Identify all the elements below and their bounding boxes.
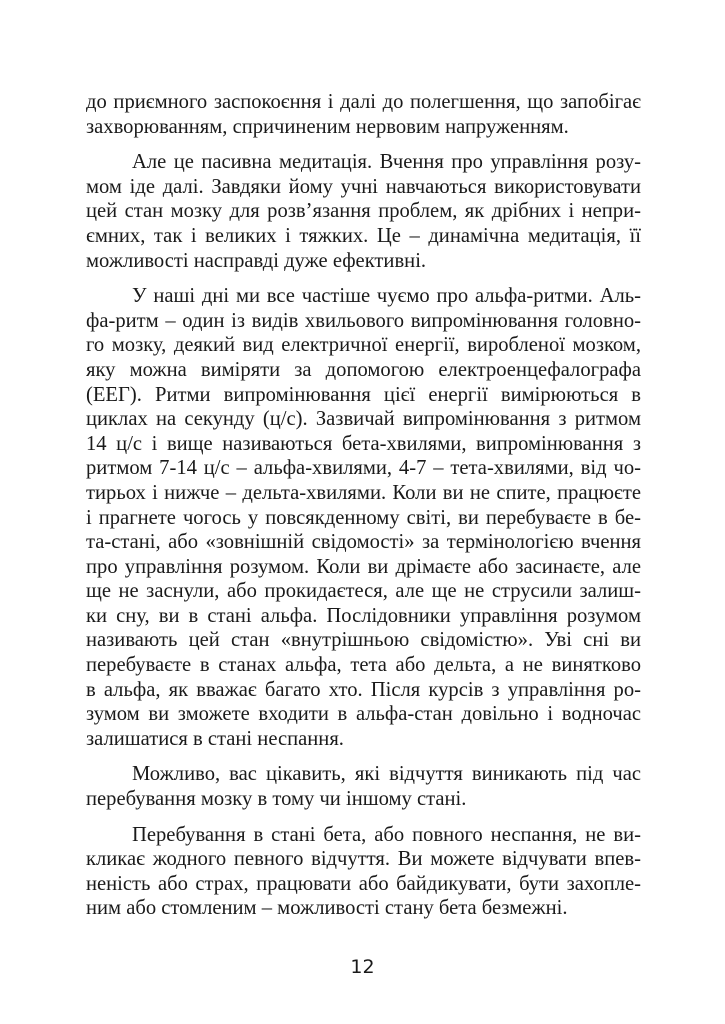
text-line: ще не заснули, або прокидаєтеся, але ще не струсили залиш- bbox=[86, 580, 641, 603]
text-line: фа-ритм – один із видів хвильового випромінювання головно- bbox=[86, 309, 641, 332]
text-line: та-стані, або «зовнішній свідомості» за термінологією вчення bbox=[86, 531, 641, 554]
text-line: зумом ви зможете входити в альфа-стан довільно і водночас bbox=[86, 703, 641, 726]
text-line: про управління розумом. Коли ви дрімаєте або засинаєте, але bbox=[86, 555, 641, 578]
text-line: ємних, так і великих і тяжких. Це – динамічна медитація, її bbox=[86, 224, 641, 247]
text-line: неність або страх, працювати або байдикувати, бути захопле- bbox=[86, 872, 641, 895]
text-line: Але це пасивна медитація. Вчення про управління розу- bbox=[132, 151, 641, 174]
text-line: цей стан мозку для розв’язання проблем, як дрібних і непри- bbox=[86, 200, 641, 223]
text-line: яку можна виміряти за допомогою електроенцефалографа bbox=[86, 358, 641, 381]
text-line: і прагнете чогось у повсякденному світі, ви перебуваєте в бе- bbox=[86, 506, 641, 529]
paragraph-4 bbox=[86, 762, 641, 811]
paragraph-3 bbox=[86, 284, 641, 751]
text-line: го мозку, деякий вид електричної енергії, виробленої мозком, bbox=[86, 334, 641, 357]
text-line: перебування мозку в тому чи іншому стані. bbox=[86, 788, 467, 811]
text-line: циклах на секунду (ц/с). Зазвичай випромінювання з ритмом bbox=[86, 408, 641, 431]
text-line: Можливо, вас цікавить, які відчуття виникають під час bbox=[132, 763, 641, 786]
text-line: залишатися в стані неспання. bbox=[86, 727, 344, 750]
paragraph-5 bbox=[86, 823, 641, 921]
text-line: Перебування в стані бета, або повного неспання, не ви- bbox=[132, 823, 641, 846]
text-line: в альфа, як вважає багато хто. Після курсів з управління ро- bbox=[86, 678, 641, 701]
text-line: перебуваєте в станах альфа, тета або дельта, а не винятково bbox=[86, 654, 641, 677]
text-line: кликає жодного певного відчуття. Ви можете відчувати впев- bbox=[86, 848, 641, 871]
text-line: (ЕЕГ). Ритми випромінювання цієї енергії вимірюються в bbox=[86, 383, 641, 406]
text-line: У наші дні ми все частіше чуємо про альфа-ритми. Аль- bbox=[132, 285, 641, 308]
text-line: називають цей стан «внутрішньою свідомістю». Уві сні ви bbox=[86, 629, 641, 652]
text-line: ки сну, ви в стані альфа. Послідовники управління розумом bbox=[86, 604, 641, 627]
paragraph-2 bbox=[86, 150, 641, 273]
text-line: мом іде далі. Завдяки йому учні навчаються використовувати bbox=[86, 175, 641, 198]
paragraph-1 bbox=[86, 90, 641, 139]
page-number: 12 bbox=[350, 956, 375, 978]
text-line: ним або стомленим – можливості стану бета безмежні. bbox=[86, 897, 568, 920]
text-line: до приємного заспокоєння і далі до полегшення, що запобігає bbox=[86, 91, 641, 113]
text-line: можливості насправді дуже ефективні. bbox=[86, 249, 427, 272]
text-line: захворюванням, спричиненим нервовим напруженням. bbox=[86, 115, 569, 138]
text-line: ритмом 7-14 ц/с – альфа-хвилями, 4-7 – тета-хвилями, від чо- bbox=[86, 457, 641, 480]
body-text bbox=[86, 90, 641, 932]
text-line: тирьох і нижче – дельта-хвилями. Коли ви не спите, працюєте bbox=[86, 481, 641, 504]
text-line: 14 ц/с і вище називаються бета-хвилями, випромінювання з bbox=[86, 432, 641, 455]
